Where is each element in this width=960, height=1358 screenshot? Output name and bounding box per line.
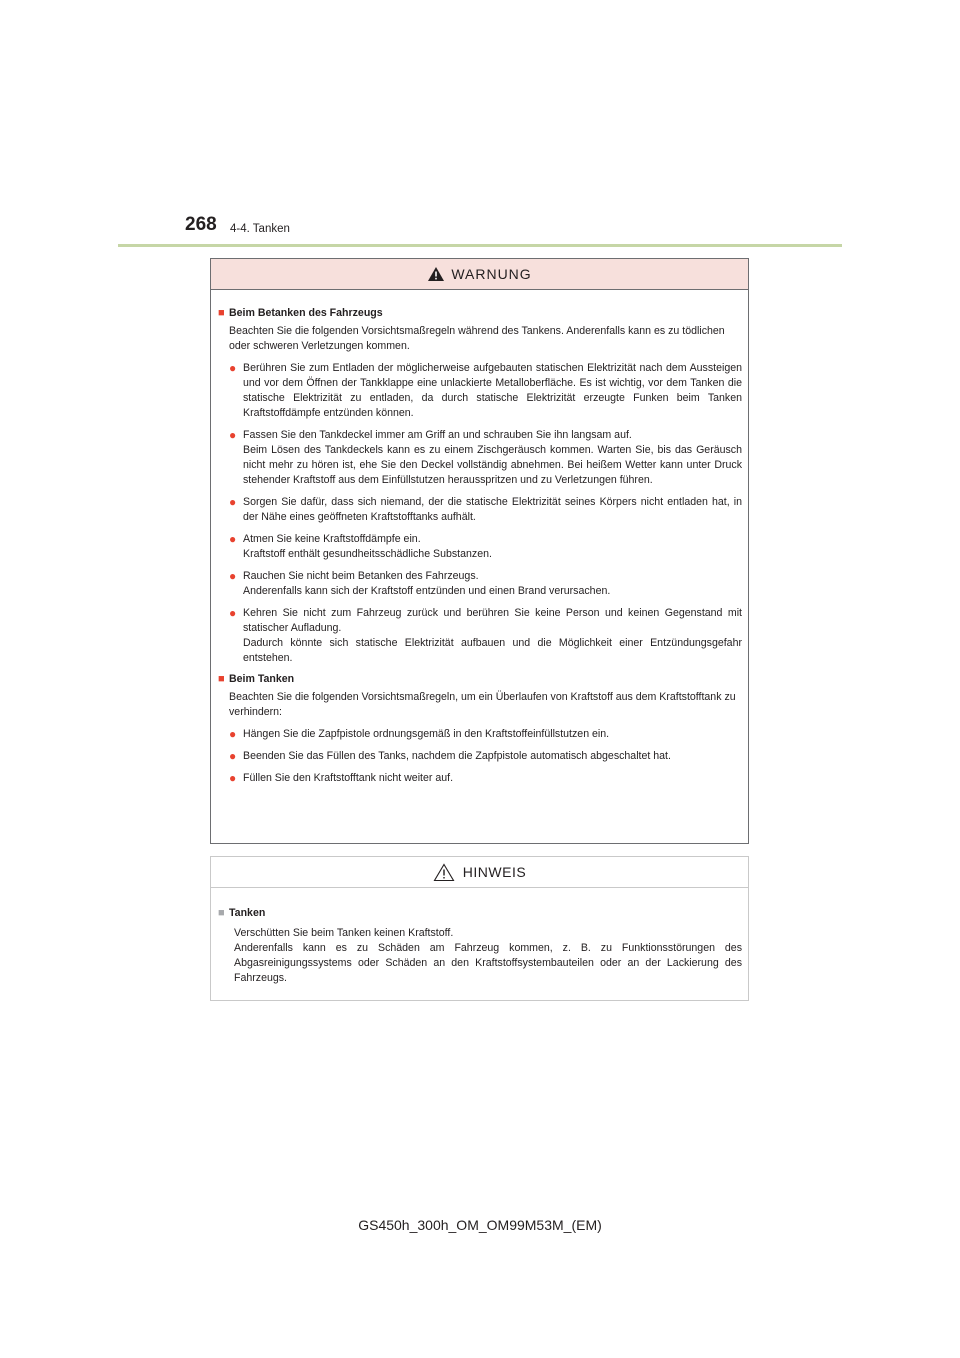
notice-box — [210, 856, 749, 1001]
warning-body — [211, 290, 748, 786]
notice-heading: ■ Tanken — [218, 907, 266, 919]
warning-heading: ■ Beim Betanken des Fahrzeugs — [218, 307, 383, 319]
section-title: 4-4. Tanken — [230, 223, 290, 235]
warning-bullet: ● Rauchen Sie nicht beim Betanken des Fahrzeugs. Anderenfalls kann sich der Kraftstoff entzünden und einen Brand verursachen. — [229, 569, 611, 597]
page-number: 268 — [185, 214, 217, 235]
round-bullet-icon: ● — [229, 569, 237, 583]
warning-bullet: ● Sorgen Sie dafür, dass sich niemand, der die statische Elektrizität seines Körpers nicht entladen hat, in der Nähe eines geöffneten Kraftstofftanks aufhält. — [229, 495, 742, 523]
square-bullet-icon: ■ — [218, 907, 225, 919]
round-bullet-icon: ● — [229, 749, 237, 763]
warning-heading: ■ Beim Tanken — [218, 673, 295, 685]
square-bullet-icon: ■ — [218, 673, 225, 685]
header-rule — [118, 244, 842, 247]
round-bullet-icon: ● — [229, 771, 237, 785]
warning-intro: Beachten Sie die folgenden Vorsichtsmaßregeln, um ein Überlaufen von Kraftstoff aus dem Kraftstofftank zu verhindern: — [229, 691, 736, 718]
notice-text: Verschütten Sie beim Tanken keinen Kraftstoff. Anderenfalls kann es zu Schäden am Fahrzeug kommen, z. B. zu Funktionsstörungen des Abgasreinigungssystems oder Schäden an den Kraftstoffsystembauteilen oder an der Lackierung des Fahrzeugs. — [234, 927, 742, 984]
warning-bullet: ● Kehren Sie nicht zum Fahrzeug zurück und berühren Sie keine Person und keinen Gegenstand mit statischer Aufladung. Dadurch könnte sich statische Elektrizität aufbauen und die Möglichkeit einer Entzündungsgefahr entstehen. — [229, 606, 742, 664]
warning-triangle-icon — [427, 266, 445, 282]
warning-title: WARNUNG — [451, 266, 532, 282]
notice-body — [211, 888, 748, 986]
round-bullet-icon: ● — [229, 428, 237, 442]
warning-box — [210, 258, 749, 844]
warning-bullet: ● Füllen Sie den Kraftstofftank nicht weiter auf. — [229, 771, 454, 785]
warning-bullet: ● Atmen Sie keine Kraftstoffdämpfe ein. Kraftstoff enthält gesundheitsschädliche Substanzen. — [229, 532, 492, 560]
warning-bullet: ● Hängen Sie die Zapfpistole ordnungsgemäß in den Kraftstoffeinfüllstutzen ein. — [229, 727, 610, 741]
notice-header — [211, 857, 748, 888]
warning-bullet: ● Fassen Sie den Tankdeckel immer am Griff an und schrauben Sie ihn langsam auf. Beim Lösen des Tankdeckels kann es zu einem Zischgeräusch kommen. Warten Sie, bis das Geräusch nicht mehr zu hören ist, ehe Sie den Deckel vollständig abnehmen. Bei heißem Wetter kann unter Druck stehender Kraftstoff aus dem Einfüllstutzen herausspritzen und zu Verletzungen führen. — [229, 428, 742, 486]
square-bullet-icon: ■ — [218, 307, 225, 319]
round-bullet-icon: ● — [229, 495, 237, 509]
round-bullet-icon: ● — [229, 532, 237, 546]
warning-bullet: ● Berühren Sie zum Entladen der möglicherweise aufgebauten statischen Elektrizität nach dem Aussteigen und vor dem Öffnen der Tankklappe eine unlackierte Metalloberfläche. Es ist wichtig, vor dem Tanken die statische Elektrizität zu entladen, da durch statische Elektrizität erzeugte Funken beim Tanken Kraftstoffdämpfe entzünden können. — [229, 361, 742, 419]
warning-header — [211, 259, 748, 290]
warning-bullet: ● Beenden Sie das Füllen des Tanks, nachdem die Zapfpistole automatisch abgeschaltet hat. — [229, 749, 671, 763]
warning-intro: Beachten Sie die folgenden Vorsichtsmaßregeln während des Tankens. Anderenfalls kann es zu tödlichen oder schweren Verletzungen kommen. — [229, 325, 725, 352]
round-bullet-icon: ● — [229, 361, 237, 375]
round-bullet-icon: ● — [229, 606, 237, 620]
round-bullet-icon: ● — [229, 727, 237, 741]
notice-triangle-icon — [433, 863, 455, 882]
footer-doc-id: GS450h_300h_OM_OM99M53M_(EM) — [358, 1217, 602, 1233]
notice-title: HINWEIS — [462, 864, 527, 880]
